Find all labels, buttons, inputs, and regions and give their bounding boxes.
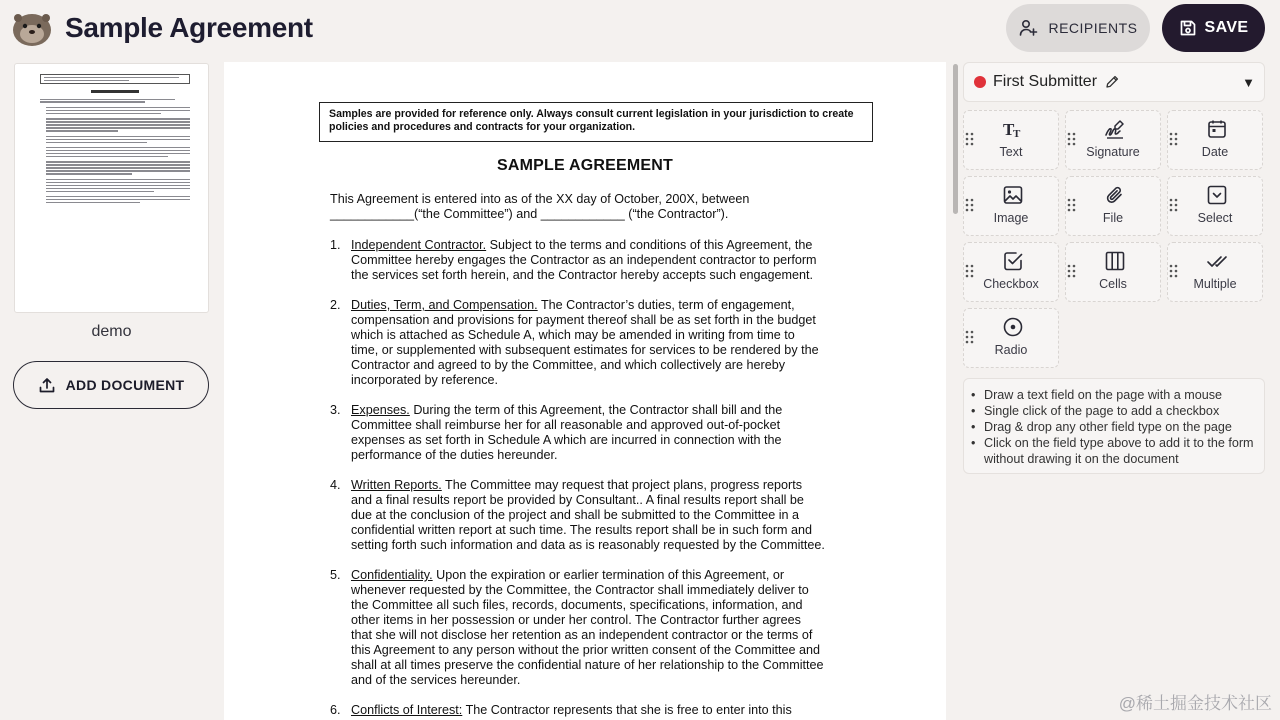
document-scrollbar[interactable] xyxy=(953,64,958,214)
clause-text xyxy=(351,703,850,718)
document-name: demo xyxy=(91,323,132,340)
clause-number: 5. xyxy=(330,568,341,582)
field-checkbox-button[interactable] xyxy=(963,242,1059,302)
text-type-icon xyxy=(1002,118,1024,140)
clause-line xyxy=(351,433,850,448)
clause-line-text: Upon the expiration or earlier termination of this Agreement, or xyxy=(436,568,785,582)
help-item: • Drag & drop any other field type on the page xyxy=(984,419,1256,435)
intro-line: This Agreement is entered into as of the XX day of October, 200X, between xyxy=(330,192,750,206)
clause-line xyxy=(351,253,850,268)
clause-text xyxy=(351,403,850,463)
disclaimer-box: Samples are provided for reference only. Always consult current legislation in your jurisdiction to create policies and procedures and contracts for your organization. xyxy=(319,102,873,142)
field-radio-button[interactable] xyxy=(963,308,1059,368)
clause-number: 6. xyxy=(330,703,341,717)
add-document-label: ADD DOCUMENT xyxy=(65,377,185,393)
clause-line-text: which is attached as Schedule A, which may be amended in writing from time to xyxy=(351,328,795,342)
clause-line xyxy=(351,538,850,553)
clause-line xyxy=(351,403,850,418)
field-label: Radio xyxy=(994,343,1028,357)
mascot-avatar-icon xyxy=(12,9,52,47)
help-item: • Single click of the page to add a checkbox xyxy=(984,403,1256,419)
recipients-label: RECIPIENTS xyxy=(1048,20,1138,36)
clause xyxy=(330,403,850,463)
clause xyxy=(330,478,850,553)
clause-line xyxy=(351,628,850,643)
clause-text xyxy=(351,298,850,388)
clause-line xyxy=(351,313,850,328)
save-icon xyxy=(1179,19,1197,37)
clause-title: Confidentiality. xyxy=(351,568,433,582)
clause-line-text: that she will not disclose her retention as an independent contractor or the terms of xyxy=(351,628,813,642)
clause-line-text: whenever requested by the Committee, the Contractor shall immediately deliver to xyxy=(351,583,809,597)
clause-title: Conflicts of Interest: xyxy=(351,703,463,717)
clause-number: 3. xyxy=(330,403,341,417)
clause-line xyxy=(351,658,850,673)
signature-icon xyxy=(1104,118,1126,140)
clause-line xyxy=(351,568,850,583)
clause-line-text: Contractor and agreed to by the Committee, and which collectively are hereby xyxy=(351,358,786,372)
intro-line: ____________(“the Committee”) and ____________ (“the Contractor”). xyxy=(330,207,729,221)
clause-text xyxy=(351,238,850,283)
field-label: Text xyxy=(999,145,1023,159)
document-title: SAMPLE AGREEMENT xyxy=(497,157,673,174)
clause-line-text: the Committee all such files, records, documents, specifications, information, and xyxy=(351,598,803,612)
field-text-button[interactable] xyxy=(963,110,1059,170)
pencil-icon[interactable] xyxy=(1105,74,1120,89)
clause-line-text: this Agreement to any person without the prior written consent of the Committee and xyxy=(351,643,821,657)
clause-line-text: Committee shall reimburse her for all reasonable and approved out-of-pocket xyxy=(351,418,781,432)
watermark: @稀土掘金技术社区 xyxy=(1118,694,1272,713)
clause-title: Expenses. xyxy=(351,403,410,417)
clause-line-text: The Committee may request that project plans, progress reports xyxy=(445,478,803,492)
radio-icon xyxy=(1002,316,1024,338)
clause-text xyxy=(351,478,850,553)
field-signature-button[interactable] xyxy=(1065,110,1161,170)
clause-line xyxy=(351,523,850,538)
select-icon xyxy=(1206,184,1228,206)
save-label: SAVE xyxy=(1204,19,1249,36)
intro-paragraph xyxy=(330,192,850,222)
clause-line xyxy=(351,373,850,388)
field-file-button[interactable] xyxy=(1065,176,1161,236)
clause-line-text: setting forth such information and data as is reasonably requested by the Committee. xyxy=(351,538,825,552)
clause-line-text: compensation and provisions for payment thereof shall be as set forth in the budget xyxy=(351,313,816,327)
help-box xyxy=(963,378,1265,474)
clause-line xyxy=(351,598,850,613)
clause-line-text: time, or supplemented with subsequent estimates for services to be rendered by the xyxy=(351,343,819,357)
clause-line-text: expenses as set forth in Schedule A which are incurred in connection with the xyxy=(351,433,782,447)
double-check-icon xyxy=(1206,250,1228,272)
clause-line-text: During the term of this Agreement, the Contractor shall bill and the xyxy=(413,403,783,417)
clause-line xyxy=(351,703,850,718)
field-date-button[interactable] xyxy=(1167,110,1263,170)
clause-line xyxy=(351,328,850,343)
save-button[interactable] xyxy=(1162,4,1265,52)
clause-line-text: shall at all times preserve the confidential nature of her relationship to the Committee xyxy=(351,658,824,672)
clause-line-text: incorporated by reference. xyxy=(351,373,499,387)
field-label: Image xyxy=(993,211,1029,225)
clause-number: 4. xyxy=(330,478,341,492)
clause-line xyxy=(351,493,850,508)
clause xyxy=(330,298,850,388)
field-multiple-button[interactable] xyxy=(1167,242,1263,302)
checkbox-icon xyxy=(1002,250,1024,272)
add-user-icon xyxy=(1018,18,1038,38)
field-cells-button[interactable] xyxy=(1065,242,1161,302)
field-image-button[interactable] xyxy=(963,176,1059,236)
submitter-color-dot xyxy=(974,76,986,88)
field-label: Signature xyxy=(1086,145,1140,159)
clause-line-text: due at the conclusion of the project and shall be submitted to the Committee in a xyxy=(351,508,800,522)
clause-title: Written Reports. xyxy=(351,478,442,492)
calendar-icon xyxy=(1206,118,1228,140)
thumbnail-page-preview xyxy=(40,74,190,207)
image-icon xyxy=(1002,184,1024,206)
field-label: Checkbox xyxy=(983,277,1039,291)
clause-number: 1. xyxy=(330,238,341,252)
clause-line-text: other items in her possession or under her control. The Contractor further agrees xyxy=(351,613,801,627)
clause-line xyxy=(351,613,850,628)
clause-line xyxy=(351,298,850,313)
field-label: Multiple xyxy=(1193,277,1237,291)
clause-line xyxy=(351,343,850,358)
clause-title: Independent Contractor. xyxy=(351,238,487,252)
clause-line xyxy=(351,673,850,688)
clause-line-text: confidential written report at such time. The results report shall be in such form and xyxy=(351,523,813,537)
clause-line xyxy=(351,508,850,523)
recipients-button[interactable] xyxy=(1006,4,1150,52)
clause-line xyxy=(351,358,850,373)
field-label: Cells xyxy=(1099,277,1127,291)
page-title: Sample Agreement xyxy=(65,12,313,43)
submitter-selector[interactable] xyxy=(963,62,1265,102)
chevron-down-icon: ▼ xyxy=(1242,75,1255,90)
paperclip-icon xyxy=(1104,184,1126,206)
clause-line-text: Committee hereby engages the Contractor as an independent contractor to perform xyxy=(351,253,817,267)
document-canvas[interactable] xyxy=(224,62,946,720)
clause-line xyxy=(351,418,850,433)
field-label: Select xyxy=(1197,211,1233,225)
clause-line-text: performance of the duties hereunder. xyxy=(351,448,558,462)
clause-line xyxy=(351,643,850,658)
clause-number: 2. xyxy=(330,298,341,312)
clause-line-text: The Contractor represents that she is free to enter into this xyxy=(465,703,792,717)
svg-text:T: T xyxy=(1013,128,1021,140)
help-item: • Draw a text field on the page with a mouse xyxy=(984,387,1256,403)
field-select-button[interactable] xyxy=(1167,176,1263,236)
clause-line xyxy=(351,583,850,598)
clause xyxy=(330,238,850,283)
clause-line xyxy=(351,238,850,253)
clause xyxy=(330,568,850,688)
clause-line xyxy=(351,448,850,463)
clause-line-text: Subject to the terms and conditions of this Agreement, the xyxy=(489,238,813,252)
clause-line xyxy=(351,478,850,493)
field-label: Date xyxy=(1201,145,1229,159)
columns-icon xyxy=(1104,250,1126,272)
clause-line-text: and a final results report be provided by Consultant.. A final results report shall be xyxy=(351,493,804,507)
svg-text:T: T xyxy=(1003,120,1015,139)
add-document-button[interactable] xyxy=(13,361,209,409)
clause xyxy=(330,703,850,718)
clause-line-text: and of the services hereunder. xyxy=(351,673,521,687)
clause-line-text: The Contractor’s duties, term of engagement, xyxy=(540,298,795,312)
submitter-name: First Submitter xyxy=(993,73,1098,90)
field-label: File xyxy=(1102,211,1124,225)
help-item: • Click on the field type above to add it to the form without drawing it on the document xyxy=(984,435,1256,467)
app-header xyxy=(0,0,1280,56)
upload-icon xyxy=(38,376,56,394)
clause-text xyxy=(351,568,850,688)
clause-title: Duties, Term, and Compensation. xyxy=(351,298,538,312)
clause-line xyxy=(351,268,850,283)
clause-line-text: the services set forth herein, and the Contractor hereby accepts such engagement. xyxy=(351,268,814,282)
document-thumbnail[interactable] xyxy=(14,63,209,313)
